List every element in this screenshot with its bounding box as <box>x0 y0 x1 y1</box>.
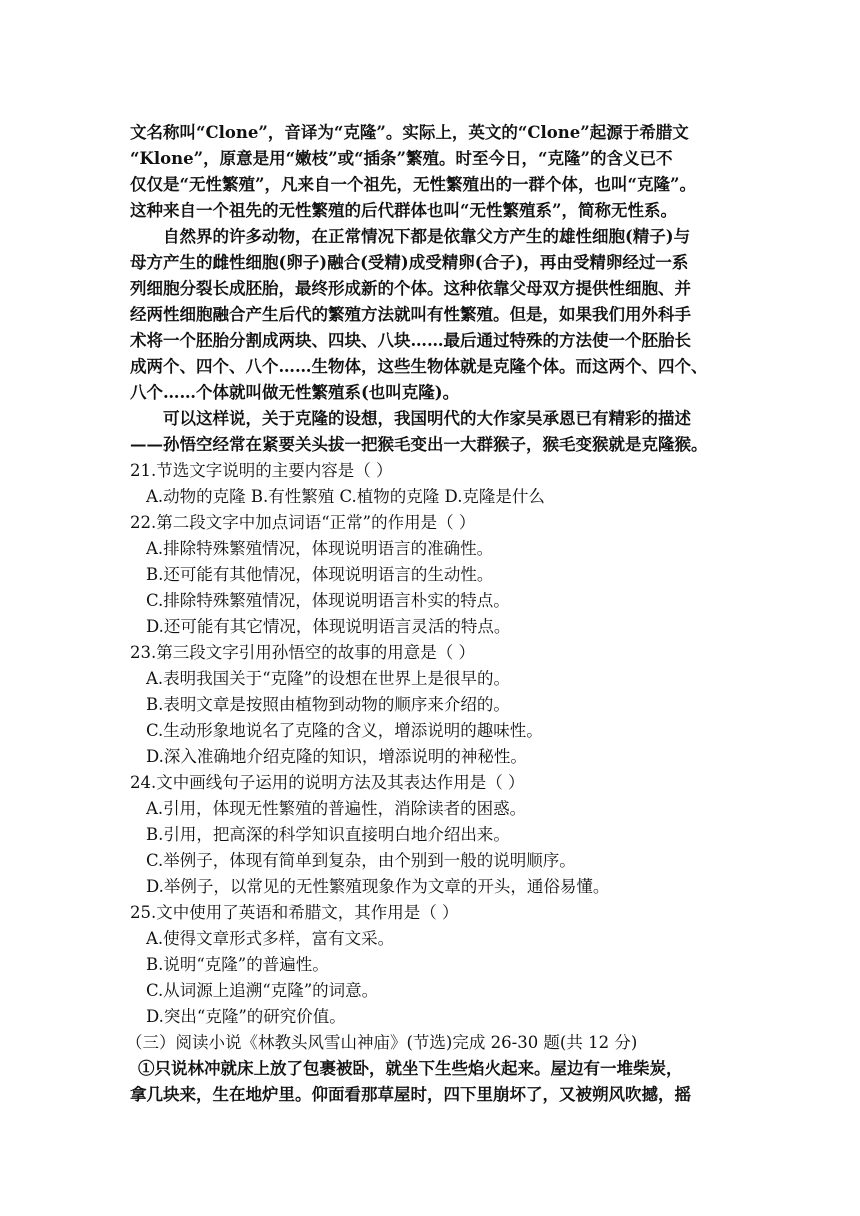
option-d: D.还可能有其它情况，体现说明语言灵活的特点。 <box>146 617 511 636</box>
option-c: C.排除特殊繁殖情况，体现说明语言朴实的特点。 <box>146 591 510 610</box>
option-c: C.生动形象地说名了克隆的含义，增添说明的趣味性。 <box>146 721 543 740</box>
passage-line: 经两性细胞融合产生后代的繁殖方法就叫有性繁殖。但是，如果我们用外科手 <box>130 305 691 324</box>
option-d: D.举例子，以常见的无性繁殖现象作为文章的开头，通俗易懂。 <box>146 877 610 896</box>
option-d: D.深入准确地介绍克隆的知识，增添说明的神秘性。 <box>146 747 527 766</box>
passage-line: 可以这样说，关于克隆的设想，我国明代的大作家吴承恩已有精彩的描述 <box>163 409 691 428</box>
question-stem: 22.第二段文字中加点词语“正常”的作用是（ ） <box>130 513 476 532</box>
passage-line: 文名称叫“Clone”，音译为“克隆”。实际上，英文的“Clone”起源于希腊文 <box>130 123 689 142</box>
question-stem: 21.节选文字说明的主要内容是（ ） <box>130 461 393 480</box>
question-options: A.动物的克隆 B.有性繁殖 C.植物的克隆 D.克隆是什么 <box>146 487 545 506</box>
section-line: ①只说林冲就床上放了包裹被卧，就坐下生些焰火起来。屋边有一堆柴炭， <box>138 1059 683 1078</box>
passage-line: “Klone”，原意是用“嫩枝”或“插条”繁殖。时至今日，“克隆”的含义已不 <box>130 149 673 168</box>
question-stem: 24.文中画线句子运用的说明方法及其表达作用是（ ） <box>130 773 525 792</box>
passage-line: 仅仅是“无性繁殖”，凡来自一个祖先，无性繁殖出的一群个体，也叫“克隆”。 <box>130 175 696 194</box>
passage-line: 母方产生的雌性细胞(卵子)融合(受精)成受精卵(合子)，再由受精卵经过一系 <box>130 253 689 272</box>
option-a: A.排除特殊繁殖情况，体现说明语言的准确性。 <box>146 539 494 558</box>
option-d: D.突出“克隆”的研究价值。 <box>146 1007 346 1026</box>
passage-line: 成两个、四个、八个……生物体，这些生物体就是克隆个体。而这两个、四个、 <box>130 357 708 376</box>
option-c: C.从词源上追溯“克隆”的词意。 <box>146 981 379 1000</box>
option-b: B.表明文章是按照由植物到动物的顺序来介绍的。 <box>146 695 510 714</box>
passage-line: 八个……个体就叫做无性繁殖系(也叫克隆)。 <box>130 383 460 402</box>
passage-line: 这种来自一个祖先的无性繁殖的后代群体也叫“无性繁殖系”，简称无性系。 <box>130 201 677 220</box>
passage-line: ——孙悟空经常在紧要关头拔一把猴毛变出一大群猴子，猴毛变猴就是克隆猴。 <box>130 435 708 454</box>
option-b: B.还可能有其他情况，体现说明语言的生动性。 <box>146 565 494 584</box>
passage-line: 术将一个胚胎分割成两块、四块、八块……最后通过特殊的方法使一个胚胎长 <box>130 331 691 350</box>
question-stem: 23.第三段文字引用孙悟空的故事的用意是（ ） <box>130 643 475 662</box>
section-line: 拿几块来，生在地炉里。仰面看那草屋时，四下里崩坏了，又被朔风吹撼，摇 <box>130 1085 691 1104</box>
option-a: A.使得文章形式多样，富有文采。 <box>146 929 395 948</box>
section-heading: （三）阅读小说《林教头风雪山神庙》(节选)完成 26-30 题(共 12 分) <box>126 1033 638 1052</box>
question-stem: 25.文中使用了英语和希腊文，其作用是（ ） <box>130 903 459 922</box>
option-a: A.引用，体现无性繁殖的普遍性，消除读者的困惑。 <box>146 799 527 818</box>
option-b: B.说明“克隆”的普遍性。 <box>146 955 329 974</box>
passage-line: 自然界的许多动物，在正常情况下都是依靠父方产生的雄性细胞(精子)与 <box>163 227 691 246</box>
option-a: A.表明我国关于“克隆”的设想在世界上是很早的。 <box>146 669 511 688</box>
option-b: B.引用，把高深的科学知识直接明白地介绍出来。 <box>146 825 510 844</box>
option-c: C.举例子，体现有简单到复杂，由个别到一般的说明顺序。 <box>146 851 576 870</box>
passage-line: 列细胞分裂长成胚胎，最终形成新的个体。这种依靠父母双方提供性细胞、并 <box>130 279 691 298</box>
